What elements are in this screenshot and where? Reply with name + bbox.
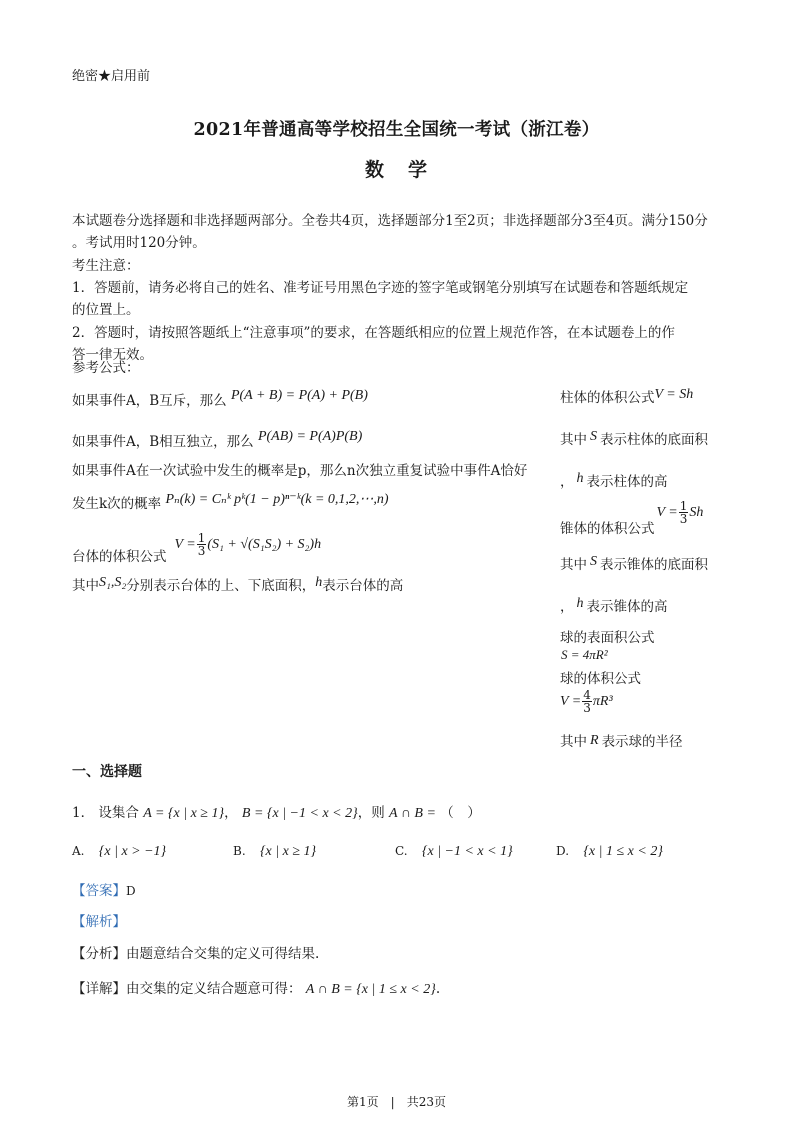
note-math: h xyxy=(576,596,584,611)
set-b: B = {x | −1 < x < 2} xyxy=(241,806,358,821)
fraction xyxy=(197,532,207,557)
note-mid: 分别表示台体的上、下底面积， xyxy=(126,578,316,594)
formula-math: P(AB) = P(A)P(B) xyxy=(257,429,363,444)
formula-math: V = Sh xyxy=(654,387,694,402)
note-math: S xyxy=(590,429,597,444)
cone-area-note xyxy=(560,553,708,574)
detail-tag: 【详解】 xyxy=(72,981,126,997)
detail-end: . xyxy=(435,981,441,997)
fraction xyxy=(679,500,689,525)
note-post: 表示柱体的高 xyxy=(586,474,668,490)
note-pre: 其中 xyxy=(72,578,99,594)
stem-post: （ ） xyxy=(440,805,481,821)
intro-line-2: 。考试用时120分钟。 xyxy=(72,235,206,251)
note-pre: 其中 xyxy=(560,557,587,573)
sphere-volume-title: 球的体积公式 xyxy=(560,671,641,687)
formula-math-pre: V = xyxy=(560,693,582,709)
answer-value: D xyxy=(126,884,136,898)
fenxi-text: 由题意结合交集的定义可得结果. xyxy=(126,946,320,962)
exam-title: 2021年普通高等学校招生全国统一考试（浙江卷） xyxy=(193,120,600,140)
prism-volume-formula xyxy=(560,386,693,407)
formula-text: 柱体的体积公式 xyxy=(560,390,655,406)
reference-formulas-title: 参考公式： xyxy=(72,360,140,376)
sphere-area-formula: S = 4πR² xyxy=(561,647,608,662)
notes-title: 考生注意： xyxy=(72,258,140,274)
note-pre: ， xyxy=(560,599,574,615)
page-footer: 第1页 | 共23页 xyxy=(347,1095,446,1109)
note-math: h xyxy=(576,471,584,486)
numerator: 1 xyxy=(679,499,688,513)
note-post: 表示台体的高 xyxy=(322,578,404,594)
section-title: 一、选择题 xyxy=(72,764,142,780)
formula-text: 发生k次的概率 xyxy=(72,496,162,512)
sphere-radius-note xyxy=(560,730,683,751)
option-label: C. xyxy=(395,844,408,858)
formula-text: 锥体的体积公式 xyxy=(560,520,655,537)
option-label: B. xyxy=(233,844,246,858)
formula-math: Pₙ(k) = Cₙᵏ pᵏ(1 − p)ⁿ⁻ᵏ(k = 0,1,2,⋯,n) xyxy=(165,492,389,507)
option-a[interactable] xyxy=(72,843,166,860)
option-math: {x | −1 < x < 1} xyxy=(421,844,513,859)
option-label: A. xyxy=(72,844,85,858)
formula-frustum xyxy=(72,531,322,565)
cone-volume-formula xyxy=(560,499,704,537)
fraction xyxy=(582,689,592,714)
note-math: S₁,S₂ xyxy=(99,575,127,590)
note-post: 表示球的半径 xyxy=(601,734,683,750)
formula-math-post: πR³ xyxy=(592,693,613,709)
formula-text: 如果事件A，B相互独立，那么 xyxy=(72,434,254,450)
sphere-area-title: 球的表面积公式 xyxy=(560,630,655,646)
sphere-volume-formula xyxy=(560,689,613,714)
answer-line xyxy=(72,879,136,899)
stem-mid: ，则 xyxy=(357,805,385,821)
formula-bernoulli-line-1: 如果事件A在一次试验中发生的概率是p，那么n次独立重复试验中事件A恰好 xyxy=(72,463,528,479)
set-a: A = {x | x ≥ 1} xyxy=(143,806,225,821)
detail-line xyxy=(72,977,440,998)
denominator: 3 xyxy=(583,701,591,715)
numerator: 1 xyxy=(197,531,206,545)
note-math: S xyxy=(590,554,597,569)
note-2a: 2．答题时，请按照答题纸上“注意事项”的要求，在答题纸相应的位置上规范作答，在本试题卷上的作 xyxy=(72,325,675,341)
intersection-expr: A ∩ B = xyxy=(389,806,436,821)
prism-area-note xyxy=(560,428,708,449)
answer-tag: 【答案】 xyxy=(72,883,126,899)
formula-math-pre: V = xyxy=(174,536,196,552)
detail-math: A ∩ B = {x | 1 ≤ x < 2} xyxy=(305,982,436,997)
question-1-stem xyxy=(72,801,481,822)
formula-math-post: Sh xyxy=(689,504,704,520)
note-post: 表示锥体的高 xyxy=(586,599,668,615)
option-b[interactable] xyxy=(233,843,316,860)
stem-pre: 设集合 xyxy=(98,805,139,821)
intro-line-1: 本试题卷分选择题和非选择题两部分。全卷共4页，选择题部分1至2页；非选择题部分3至4页。满分150分 xyxy=(72,213,708,229)
formula-math-pre: V = xyxy=(656,504,678,520)
option-math: {x | 1 ≤ x < 2} xyxy=(583,844,663,859)
analysis-tag: 【解析】 xyxy=(72,914,126,930)
option-math: {x | x ≥ 1} xyxy=(259,844,317,859)
formula-text: 如果事件A，B互斥，那么 xyxy=(72,393,227,409)
note-math: R xyxy=(590,733,599,748)
confidential-label: 绝密★启用前 xyxy=(72,69,151,84)
formula-math: P(A + B) = P(A) + P(B) xyxy=(230,388,368,403)
note-pre: ， xyxy=(560,474,574,490)
formula-mutually-exclusive xyxy=(72,389,368,410)
note-post: 表示柱体的底面积 xyxy=(600,432,708,448)
stem-sep: ， xyxy=(224,805,238,821)
option-label: D. xyxy=(556,844,570,858)
prism-height-note xyxy=(560,470,668,491)
formula-independent xyxy=(72,430,362,451)
option-math: {x | x > −1} xyxy=(98,844,167,859)
fenxi-line xyxy=(72,942,319,962)
note-pre: 其中 xyxy=(560,734,587,750)
fenxi-tag: 【分析】 xyxy=(72,946,126,962)
frustum-note xyxy=(72,574,403,595)
note-1a: 1．答题前，请务必将自己的姓名、准考证号用黑色字迹的签字笔或钢笔分别填写在试题卷和答题纸规定 xyxy=(72,280,689,296)
detail-text: 由交集的定义结合题意可得： xyxy=(126,981,302,997)
note-h: h xyxy=(315,575,323,590)
note-2b: 答一律无效。 xyxy=(72,347,153,363)
cone-height-note xyxy=(560,595,668,616)
formula-text: 台体的体积公式 xyxy=(72,548,167,565)
note-pre: 其中 xyxy=(560,432,587,448)
note-post: 表示锥体的底面积 xyxy=(600,557,708,573)
note-1b: 的位置上。 xyxy=(72,302,140,318)
denominator: 3 xyxy=(197,544,206,558)
question-number: 1． xyxy=(72,805,95,821)
formula-bernoulli-line-2 xyxy=(72,492,389,513)
denominator: 3 xyxy=(679,512,688,526)
option-c[interactable] xyxy=(395,843,513,860)
formula-math-post: (S₁ + √(S₁S₂) + S₂)h xyxy=(207,536,322,552)
option-d[interactable] xyxy=(556,843,663,860)
numerator: 4 xyxy=(583,688,591,702)
subject-title: 数学 xyxy=(365,159,452,181)
